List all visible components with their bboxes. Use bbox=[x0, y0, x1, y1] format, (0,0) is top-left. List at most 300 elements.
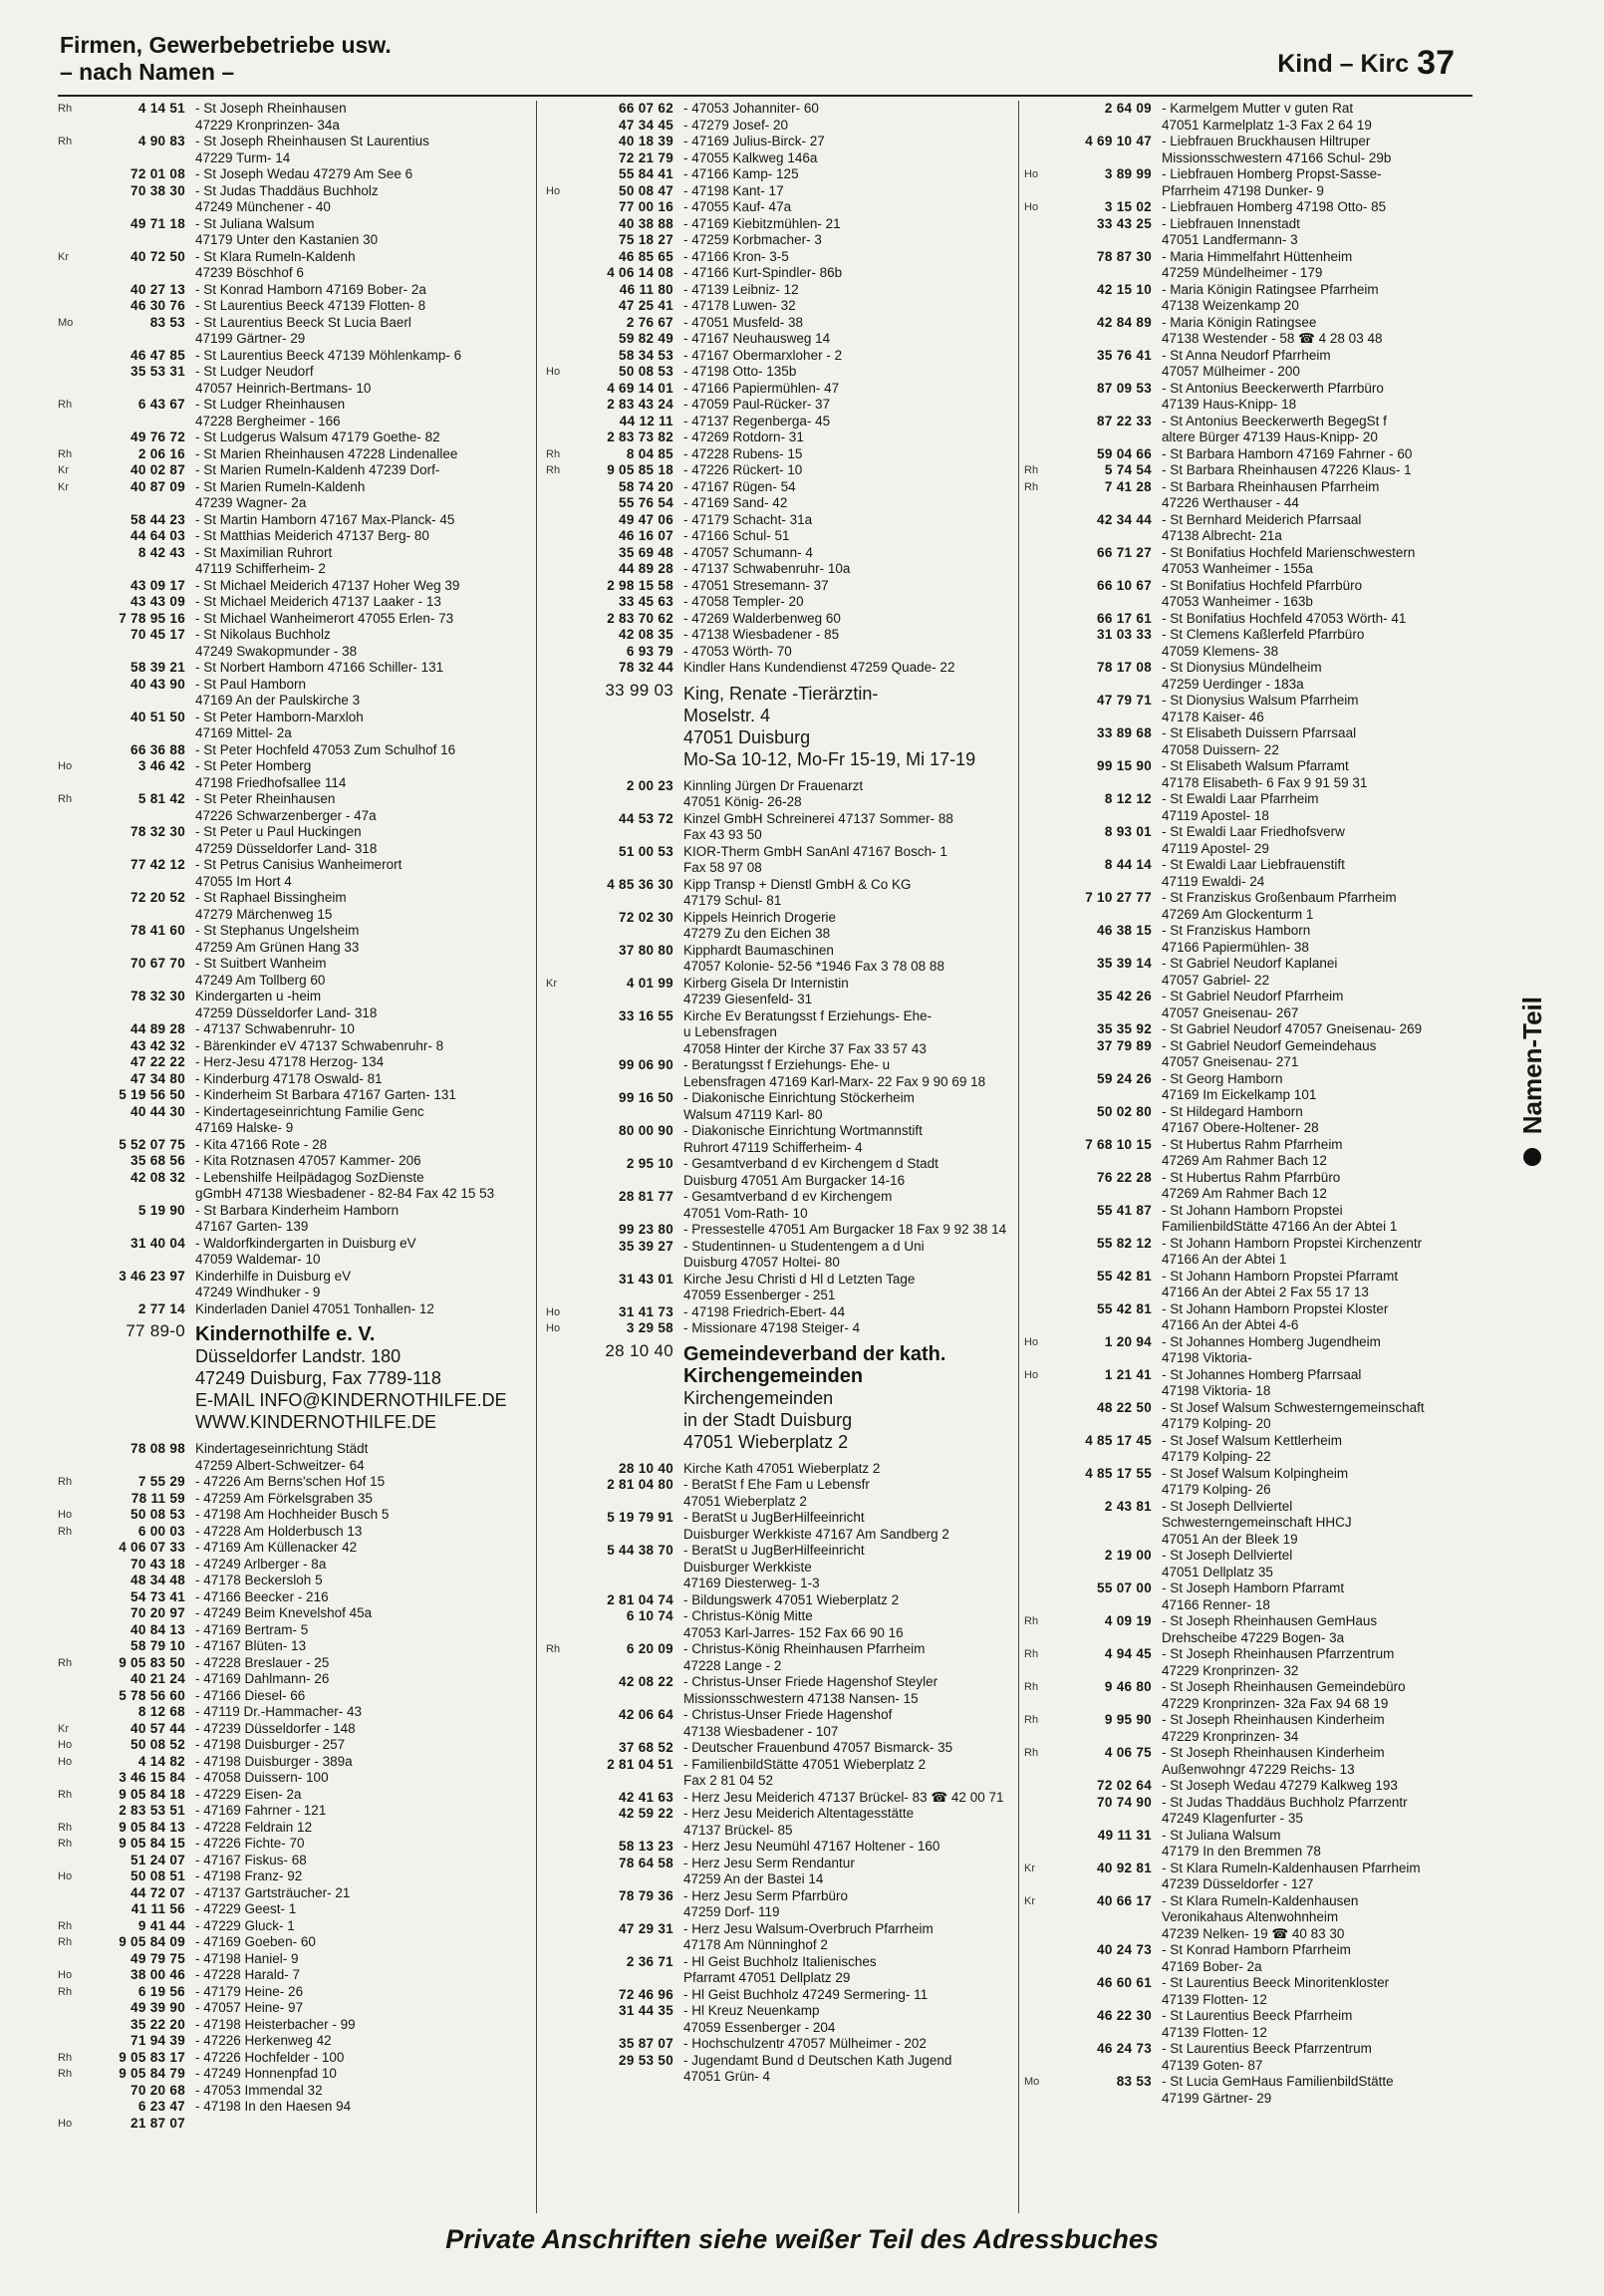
entry-text: - 47198 Duisburger - 389a bbox=[195, 1753, 353, 1769]
entry-text: - St Juliana Walsum 47179 Unter den Kastanien 30 bbox=[195, 215, 379, 247]
directory-entry bbox=[58, 1203, 526, 1236]
directory-entry bbox=[58, 677, 526, 710]
directory-entry bbox=[1024, 1367, 1492, 1400]
phone-number: 9 05 83 17 bbox=[119, 2049, 185, 2065]
directory-entry bbox=[1024, 1021, 1492, 1038]
entry-text: - 47137 Regenberga- 45 bbox=[683, 413, 831, 429]
phone-number: 33 16 55 bbox=[619, 1007, 673, 1023]
entry-text: - 47179 Heine- 26 bbox=[195, 1983, 304, 1999]
phone-number: 46 24 73 bbox=[1097, 2041, 1152, 2056]
entry-text: - St Barbara Rheinhausen 47226 Klaus- 1 bbox=[1162, 462, 1412, 477]
district-code: Rh bbox=[58, 1985, 73, 1998]
directory-entry bbox=[546, 611, 1014, 628]
phone-number: 42 34 44 bbox=[1097, 511, 1152, 527]
entry-text: - 47138 Wiesbadener - 85 bbox=[683, 627, 840, 642]
phone-number: 35 22 20 bbox=[131, 2016, 185, 2032]
directory-entry bbox=[546, 397, 1014, 414]
phone-number: 31 03 33 bbox=[1097, 627, 1152, 642]
district-code: Rh bbox=[58, 2068, 73, 2080]
entry-text: - Missionare 47198 Steiger- 4 bbox=[683, 1320, 861, 1335]
directory-entry bbox=[1024, 1828, 1492, 1861]
phone-number: 6 43 67 bbox=[137, 397, 185, 412]
entry-text: - 47119 Dr.-Hammacher- 43 bbox=[195, 1704, 363, 1719]
directory-entry bbox=[58, 2050, 526, 2067]
phone-number: 4 69 10 47 bbox=[1085, 134, 1152, 148]
entry-text: - Herz-Jesu 47178 Herzog- 134 bbox=[195, 1054, 385, 1069]
phone-number: 42 08 35 bbox=[619, 627, 673, 642]
directory-entry bbox=[58, 578, 526, 595]
directory-entry bbox=[58, 512, 526, 529]
directory-entry bbox=[1024, 462, 1492, 479]
directory-entry bbox=[546, 118, 1014, 135]
directory-entry bbox=[58, 758, 526, 791]
phone-number: 9 46 80 bbox=[1104, 1679, 1152, 1694]
directory-entry bbox=[546, 910, 1014, 943]
phone-number: 7 55 29 bbox=[137, 1474, 185, 1489]
district-code: Rh bbox=[58, 1919, 73, 1932]
phone-number: 3 46 15 84 bbox=[119, 1770, 185, 1785]
directory-entry bbox=[58, 2099, 526, 2116]
phone-number: 47 34 80 bbox=[131, 1070, 185, 1086]
district-code: Ho bbox=[58, 760, 73, 772]
phone-number: 66 36 88 bbox=[131, 741, 185, 757]
directory-entry bbox=[546, 1320, 1014, 1337]
phone-number: 58 13 23 bbox=[619, 1839, 673, 1854]
phone-number: 31 41 73 bbox=[619, 1303, 673, 1319]
entry-text: - Kita Rotznasen 47057 Kammer- 206 bbox=[195, 1153, 421, 1168]
directory-entry bbox=[546, 150, 1014, 167]
entry-address: Düsseldorfer Landstr. 180 47249 Duisburg, Fax 7789-118 E-MAIL INFO@KINDERNOTHILFE.DE WWW.KINDERNOTHILFE.DE bbox=[195, 1346, 507, 1432]
directory-entry bbox=[546, 199, 1014, 216]
entry-text: - 47226 Herkenweg 42 bbox=[195, 2033, 332, 2048]
entry-text: - 47259 Am Förkelsgraben 35 bbox=[195, 1490, 373, 1506]
directory-entry bbox=[546, 298, 1014, 315]
entry-text: KIOR-Therm GmbH SanAnl 47167 Bosch- 1 Fax 58 97 08 bbox=[683, 843, 947, 875]
entry-text: - Maria Königin Ratingsee 47138 Westender - 58 ☎ 4 28 03 48 bbox=[1162, 314, 1383, 346]
directory-entry bbox=[58, 315, 526, 348]
phone-number: 55 41 87 bbox=[1097, 1202, 1152, 1218]
entry-text: - 47228 Harald- 7 bbox=[195, 1967, 301, 1982]
entry-text: - 47178 Luwen- 32 bbox=[683, 298, 796, 313]
directory-entry bbox=[58, 2017, 526, 2034]
entry-text: - St Judas Thaddäus Buchholz Pfarrzentr 47249 Klagenfurter - 35 bbox=[1162, 1794, 1408, 1826]
phone-number: 3 15 02 bbox=[1104, 199, 1152, 214]
entry-text: - BeratSt u JugBerHilfeeinricht Duisburger Werkkiste 47169 Diesterweg- 1-3 bbox=[683, 1543, 865, 1590]
entry-text: - 47169 Goeben- 60 bbox=[195, 1934, 316, 1949]
district-code: Ho bbox=[546, 1322, 561, 1334]
entry-text: - Kinderburg 47178 Oswald- 81 bbox=[195, 1070, 383, 1086]
entry-text: - St Barbara Hamborn 47169 Fahrner - 60 bbox=[1162, 445, 1413, 461]
district-code: Rh bbox=[58, 1788, 73, 1801]
phone-number: 51 24 07 bbox=[131, 1852, 185, 1867]
directory-entry bbox=[58, 1491, 526, 1508]
directory-entry bbox=[58, 462, 526, 479]
entry-text: - 47169 Dahlmann- 26 bbox=[195, 1671, 330, 1686]
phone-number: 4 90 83 bbox=[137, 134, 185, 148]
phone-number: 50 08 53 bbox=[619, 364, 673, 379]
phone-number: 40 66 17 bbox=[1097, 1892, 1152, 1908]
entry-text: - St Laurentius Beeck Minoritenkloster 47139 Flotten- 12 bbox=[1162, 1975, 1390, 2007]
directory-entry bbox=[1024, 134, 1492, 166]
phone-number: 33 89 68 bbox=[1097, 725, 1152, 740]
directory-entry bbox=[546, 1954, 1014, 1987]
phone-number: 33 43 25 bbox=[1097, 215, 1152, 231]
entry-text: - 47249 Arlberger - 8a bbox=[195, 1556, 327, 1572]
section-title-line1: Firmen, Gewerbebetriebe usw. bbox=[60, 32, 392, 58]
entry-text: - 47169 Julius-Birck- 27 bbox=[683, 134, 825, 148]
entry-text: - 47053 Wörth- 70 bbox=[683, 643, 792, 659]
phone-number: 46 30 76 bbox=[131, 298, 185, 313]
entry-text: - St Peter Hochfeld 47053 Zum Schulhof 16 bbox=[195, 741, 456, 757]
phone-number: 72 02 64 bbox=[1097, 1778, 1152, 1793]
entry-text: - St Joseph Dellviertel Schwesterngemeinschaft HHCJ 47051 An der Bleek 19 bbox=[1162, 1498, 1352, 1547]
district-code: Rh bbox=[1024, 1615, 1039, 1627]
entry-text: - St Raphael Bissingheim 47279 Märchenweg 15 bbox=[195, 890, 347, 922]
entry-text: - 47166 Diesel- 66 bbox=[195, 1687, 306, 1703]
page-range-header bbox=[1277, 44, 1455, 83]
district-code: Mo bbox=[58, 316, 74, 329]
directory-entry bbox=[1024, 199, 1492, 216]
phone-number: 70 43 18 bbox=[131, 1556, 185, 1572]
entry-text: - St Klara Rumeln-Kaldenhausen Veronikahaus Altenwohnheim 47239 Nelken- 19 ☎ 40 83 30 bbox=[1162, 1892, 1359, 1941]
directory-entry bbox=[546, 660, 1014, 677]
entry-text: - Beratungsst f Erziehungs- Ehe- u Lebensfragen 47169 Karl-Marx- 22 Fax 9 90 69 18 bbox=[683, 1057, 986, 1089]
phone-number: 44 53 72 bbox=[619, 810, 673, 826]
entry-text: - Hl Geist Buchholz Italienisches Pfarramt 47051 Dellplatz 29 bbox=[683, 1953, 877, 1985]
phone-number: 2 00 23 bbox=[626, 777, 673, 793]
directory-entry bbox=[58, 1638, 526, 1655]
phone-number: 49 47 06 bbox=[619, 511, 673, 527]
directory-entry bbox=[1024, 1861, 1492, 1893]
directory-entry bbox=[1024, 1942, 1492, 1975]
entry-text: - St Ludger Neudorf 47057 Heinrich-Bertmans- 10 bbox=[195, 364, 372, 396]
entry-text: Kinderhilfe in Duisburg eV 47249 Windhuker - 9 bbox=[195, 1268, 352, 1299]
entry-text: - St Martin Hamborn 47167 Max-Planck- 45 bbox=[195, 511, 455, 527]
directory-entry bbox=[546, 943, 1014, 976]
phone-number: 8 42 43 bbox=[137, 544, 185, 560]
directory-entry bbox=[546, 1888, 1014, 1921]
directory-entry bbox=[58, 956, 526, 989]
directory-entry bbox=[1024, 1170, 1492, 1203]
phone-number: 55 42 81 bbox=[1097, 1268, 1152, 1284]
entry-text: - 47198 Haniel- 9 bbox=[195, 1950, 299, 1966]
entry-text: - St Franziskus Großenbaum Pfarrheim 47269 Am Glockenturm 1 bbox=[1162, 890, 1397, 922]
directory-entry bbox=[546, 1057, 1014, 1090]
entry-text: - St Johann Hamborn Propstei Kloster 47166 An der Abtei 4-6 bbox=[1162, 1300, 1389, 1332]
directory-entry bbox=[1024, 282, 1492, 315]
directory-entry bbox=[546, 1674, 1014, 1707]
phone-number: 9 95 90 bbox=[1104, 1712, 1152, 1727]
phone-number: 87 22 33 bbox=[1097, 413, 1152, 429]
entry-text: - Jugendamt Bund d Deutschen Kath Jugend 47051 Grün- 4 bbox=[683, 2052, 952, 2084]
phone-number: 72 01 08 bbox=[131, 166, 185, 181]
phone-number: 28 10 40 bbox=[605, 1340, 673, 1360]
phone-number: 55 42 81 bbox=[1097, 1300, 1152, 1316]
directory-entry bbox=[546, 594, 1014, 611]
column-1 bbox=[58, 101, 526, 2213]
directory-entry bbox=[1024, 1580, 1492, 1613]
phone-number: 70 20 68 bbox=[131, 2082, 185, 2098]
entry-text: - St Norbert Hamborn 47166 Schiller- 131 bbox=[195, 660, 444, 675]
phone-number: 55 84 41 bbox=[619, 166, 673, 181]
entry-text: - St Nikolaus Buchholz 47249 Swakopmunder - 38 bbox=[195, 627, 358, 659]
phone-number: 38 00 46 bbox=[131, 1967, 185, 1982]
column-2 bbox=[546, 101, 1014, 2213]
entry-text: - St Georg Hamborn 47169 Im Eickelkamp 101 bbox=[1162, 1070, 1317, 1102]
entry-text: - 47198 Kant- 17 bbox=[683, 182, 784, 198]
directory-entry bbox=[1024, 1613, 1492, 1646]
entry-text: - St Joseph Rheinhausen Gemeindebüro 47229 Kronprinzen- 32a Fax 94 68 19 bbox=[1162, 1679, 1406, 1711]
entry-text: - St Dionysius Walsum Pfarrheim 47178 Kaiser- 46 bbox=[1162, 693, 1359, 724]
phone-number: 83 53 bbox=[149, 314, 185, 330]
directory-entry bbox=[58, 1589, 526, 1606]
district-code: Rh bbox=[58, 447, 73, 460]
phone-number: 40 27 13 bbox=[131, 281, 185, 297]
phone-number: 2 83 73 82 bbox=[607, 430, 673, 444]
entry-text: - 47053 Johanniter- 60 bbox=[683, 101, 819, 116]
entry-text: - 47226 Rückert- 10 bbox=[683, 462, 803, 477]
directory-entry bbox=[1024, 1795, 1492, 1828]
phone-number: 31 43 01 bbox=[619, 1271, 673, 1287]
directory-entry bbox=[546, 1123, 1014, 1156]
phone-number: 3 46 42 bbox=[137, 758, 185, 773]
entry-text: - St Barbara Kinderheim Hamborn 47167 Garten- 139 bbox=[195, 1202, 400, 1234]
entry-text: Kirche Ev Beratungsst f Erziehungs- Ehe- u Lebensfragen 47058 Hinter der Kirche 37 Fax 33 57 43 bbox=[683, 1007, 933, 1056]
phone-number: 42 59 22 bbox=[619, 1806, 673, 1821]
phone-number: 4 14 82 bbox=[137, 1753, 185, 1769]
phone-number: 8 12 68 bbox=[137, 1704, 185, 1719]
column-3 bbox=[1024, 101, 1492, 2213]
phone-number: 71 94 39 bbox=[131, 2033, 185, 2048]
phone-number: 7 68 10 15 bbox=[1085, 1136, 1152, 1152]
phone-number: 7 41 28 bbox=[1104, 478, 1152, 494]
directory-entry bbox=[1024, 101, 1492, 134]
entry-text: - St Michael Meiderich 47137 Hoher Weg 39 bbox=[195, 577, 460, 593]
district-code: Ho bbox=[546, 184, 561, 197]
district-code: Rh bbox=[58, 1936, 73, 1948]
entry-text: - St Konrad Hamborn Pfarrheim 47169 Bober- 2a bbox=[1162, 1942, 1351, 1974]
phone-number: 99 16 50 bbox=[619, 1090, 673, 1105]
entry-text: - St Joseph Dellviertel 47051 Dellplatz 35 bbox=[1162, 1548, 1293, 1579]
phone-number: 9 05 85 18 bbox=[607, 462, 673, 477]
phone-number: 35 87 07 bbox=[619, 2036, 673, 2051]
phone-number: 40 43 90 bbox=[131, 676, 185, 692]
phone-number: 78 79 36 bbox=[619, 1887, 673, 1903]
entry-text: - St Laurentius Beeck 47139 Flotten- 8 bbox=[195, 298, 426, 313]
directory-entry bbox=[58, 1441, 526, 1474]
directory-entry bbox=[58, 364, 526, 397]
phone-number: 8 93 01 bbox=[1104, 824, 1152, 839]
directory-entry bbox=[58, 1885, 526, 1902]
phone-number: 35 39 27 bbox=[619, 1238, 673, 1254]
directory-entry bbox=[546, 1806, 1014, 1839]
directory-entry bbox=[58, 2066, 526, 2083]
entry-text: - 47169 Am Küllenacker 42 bbox=[195, 1540, 358, 1555]
phone-number: 9 05 84 15 bbox=[119, 1836, 185, 1851]
phone-number: 2 06 16 bbox=[137, 445, 185, 461]
entry-text: - 47057 Schumann- 4 bbox=[683, 544, 813, 560]
phone-number: 47 29 31 bbox=[619, 1920, 673, 1936]
directory-entry bbox=[546, 446, 1014, 463]
directory-entry bbox=[546, 101, 1014, 118]
phone-number: 5 19 56 50 bbox=[119, 1087, 185, 1102]
directory-entry bbox=[546, 561, 1014, 578]
directory-entry bbox=[58, 1507, 526, 1524]
district-code: Rh bbox=[58, 2051, 73, 2064]
entry-text: - 47058 Templer- 20 bbox=[683, 594, 804, 609]
entry-text: - St Laurentius Beeck Pfarrheim 47139 Flotten- 12 bbox=[1162, 2008, 1353, 2040]
entry-text: Kipphardt Baumaschinen 47057 Kolonie- 52-56 *1946 Fax 3 78 08 88 bbox=[683, 942, 944, 974]
section-header bbox=[60, 32, 392, 86]
phone-number: 42 15 10 bbox=[1097, 281, 1152, 297]
district-code: Ho bbox=[1024, 1335, 1039, 1348]
phone-number: 3 29 58 bbox=[626, 1320, 673, 1335]
directory-entry bbox=[58, 2033, 526, 2050]
entry-text: - 47166 Schul- 51 bbox=[683, 528, 790, 543]
directory-entry bbox=[58, 1688, 526, 1705]
entry-text: Kirche Kath 47051 Wieberplatz 2 bbox=[683, 1460, 881, 1476]
phone-number: 35 42 26 bbox=[1097, 989, 1152, 1004]
entry-text: - St Johann Hamborn Propstei Kirchenzentr 47166 An der Abtei 1 bbox=[1162, 1235, 1423, 1267]
entry-text: - St Hildegard Hamborn 47167 Obere-Holtener- 28 bbox=[1162, 1103, 1319, 1135]
phone-number: 40 72 50 bbox=[131, 248, 185, 264]
entry-text bbox=[185, 1323, 526, 1433]
directory-entry bbox=[58, 1918, 526, 1935]
directory-entry bbox=[58, 1754, 526, 1771]
directory-entry bbox=[546, 166, 1014, 183]
entry-text: - St Joseph Hamborn Pfarramt 47166 Renner- 18 bbox=[1162, 1580, 1345, 1612]
directory-entry bbox=[1024, 857, 1492, 890]
entry-text: - 47198 In den Haesen 94 bbox=[195, 2099, 352, 2114]
district-code: Kr bbox=[58, 464, 69, 476]
directory-entry bbox=[58, 1170, 526, 1203]
directory-entry bbox=[1024, 1104, 1492, 1137]
district-code: Rh bbox=[1024, 1714, 1039, 1726]
phone-number: 5 74 54 bbox=[1104, 462, 1152, 477]
entry-text: - Kinderheim St Barbara 47167 Garten- 131 bbox=[195, 1087, 456, 1102]
entry-text: - 47169 Fahrner - 121 bbox=[195, 1803, 327, 1818]
entry-text: - Kita 47166 Rote - 28 bbox=[195, 1136, 328, 1152]
directory-entry bbox=[58, 249, 526, 282]
phone-number: 35 53 31 bbox=[131, 364, 185, 379]
phone-number: 2 19 00 bbox=[1104, 1548, 1152, 1563]
directory-entry bbox=[58, 1984, 526, 2001]
district-code: Rh bbox=[58, 1525, 73, 1538]
entry-text: - 47239 Düsseldorfer - 148 bbox=[195, 1720, 356, 1736]
phone-number: 78 08 98 bbox=[131, 1441, 185, 1456]
directory-entry bbox=[546, 1592, 1014, 1609]
entry-text: - St Joseph Wedau 47279 Kalkweg 193 bbox=[1162, 1778, 1398, 1793]
entry-text: - St Barbara Rheinhausen Pfarrheim 47226 Werthauser - 44 bbox=[1162, 478, 1380, 510]
directory-entry bbox=[546, 1189, 1014, 1222]
entry-text: - 47167 Rügen- 54 bbox=[683, 478, 796, 494]
entry-text: - St Maximilian Ruhrort 47119 Schifferheim- 2 bbox=[195, 544, 333, 576]
directory-entry bbox=[546, 1707, 1014, 1740]
phone-number: 4 69 14 01 bbox=[607, 380, 673, 396]
directory-entry bbox=[58, 1853, 526, 1869]
directory-entry bbox=[546, 811, 1014, 844]
district-code: Kr bbox=[58, 480, 69, 493]
entry-text: - 47229 Geest- 1 bbox=[195, 1901, 297, 1916]
entry-text: - Deutscher Frauenbund 47057 Bismarck- 35 bbox=[683, 1740, 953, 1755]
district-code: Kr bbox=[58, 1722, 69, 1735]
phone-number: 78 64 58 bbox=[619, 1855, 673, 1870]
entry-text: - 47051 Musfeld- 38 bbox=[683, 314, 804, 330]
directory-entry bbox=[1024, 166, 1492, 199]
phone-number: 58 44 23 bbox=[131, 511, 185, 527]
district-code: Mo bbox=[1024, 2076, 1040, 2088]
entry-text: - St Joseph Rheinhausen Kinderheim 47229 Kronprinzen- 34 bbox=[1162, 1712, 1385, 1744]
directory-entry bbox=[546, 844, 1014, 877]
phone-number: 47 79 71 bbox=[1097, 693, 1152, 708]
phone-number: 78 17 08 bbox=[1097, 660, 1152, 675]
directory-entry bbox=[1024, 1548, 1492, 1580]
directory-entry bbox=[1024, 1893, 1492, 1943]
entry-text: - 47229 Eisen- 2a bbox=[195, 1786, 302, 1802]
section-side-label: Namen-Teil bbox=[1516, 997, 1547, 1135]
phone-number: 2 83 43 24 bbox=[607, 397, 673, 412]
directory-entry bbox=[58, 1054, 526, 1071]
district-code: Rh bbox=[1024, 1648, 1039, 1660]
phone-number: 70 38 30 bbox=[131, 182, 185, 198]
phone-number: 58 39 21 bbox=[131, 660, 185, 675]
directory-entry bbox=[1024, 1203, 1492, 1236]
phone-number: 50 08 52 bbox=[131, 1737, 185, 1752]
entry-text: - Liebfrauen Bruckhausen Hiltruper Missionsschwestern 47166 Schul- 29b bbox=[1162, 134, 1392, 165]
phone-number: 58 79 10 bbox=[131, 1638, 185, 1653]
entry-text: Kippels Heinrich Drogerie 47279 Zu den Eichen 38 bbox=[683, 909, 837, 941]
directory-entry bbox=[58, 1934, 526, 1951]
district-code: Ho bbox=[58, 1969, 73, 1981]
directory-entry bbox=[546, 1757, 1014, 1790]
phone-number: 46 47 85 bbox=[131, 347, 185, 363]
district-code: Rh bbox=[58, 793, 73, 805]
directory-entry bbox=[58, 989, 526, 1021]
directory-entry bbox=[58, 183, 526, 216]
directory-entry bbox=[546, 1987, 1014, 2004]
directory-entry bbox=[1024, 725, 1492, 758]
entry-text: - St Joseph Rheinhausen GemHaus Drehscheibe 47229 Bogen- 3a bbox=[1162, 1613, 1378, 1645]
entry-text: Kindertageseinrichtung Städt 47259 Albert-Schweitzer- 64 bbox=[195, 1441, 369, 1473]
phone-number: 4 06 07 33 bbox=[119, 1540, 185, 1555]
directory-entry bbox=[1024, 315, 1492, 348]
phone-number: 44 89 28 bbox=[131, 1021, 185, 1036]
directory-entry bbox=[58, 1770, 526, 1787]
directory-entry bbox=[1024, 1679, 1492, 1712]
entry-text: - 47166 Beecker - 216 bbox=[195, 1588, 329, 1604]
entry-text: - St Anna Neudorf Pfarrheim 47057 Mülheimer - 200 bbox=[1162, 347, 1331, 379]
phone-number: 43 09 17 bbox=[131, 577, 185, 593]
directory-entry bbox=[58, 528, 526, 545]
entry-text: - St Bonifatius Hochfeld 47053 Wörth- 41 bbox=[1162, 610, 1407, 626]
directory-entry bbox=[1024, 890, 1492, 923]
phone-number: 37 79 89 bbox=[1097, 1037, 1152, 1053]
phone-number: 47 34 45 bbox=[619, 117, 673, 133]
district-code: Ho bbox=[1024, 201, 1039, 213]
phone-number: 42 41 63 bbox=[619, 1789, 673, 1805]
entry-text: - St Laurentius Beeck Pfarrzentrum 47139 Goten- 87 bbox=[1162, 2041, 1372, 2073]
phone-number: 3 46 23 97 bbox=[119, 1268, 185, 1284]
entry-text: - Gesamtverband d ev Kirchengem 47051 Vom-Rath- 10 bbox=[683, 1189, 893, 1221]
phone-number: 42 08 32 bbox=[131, 1169, 185, 1185]
phone-number: 8 04 85 bbox=[626, 445, 673, 461]
directory-entry bbox=[546, 1790, 1014, 1807]
phone-number: 6 20 09 bbox=[626, 1641, 673, 1656]
directory-entry bbox=[546, 2036, 1014, 2053]
phone-number: 40 57 44 bbox=[131, 1720, 185, 1736]
entry-text: - 47166 Kron- 3-5 bbox=[683, 248, 789, 264]
entry-text: - St Ewaldi Laar Liebfrauenstift 47119 Ewaldi- 24 bbox=[1162, 857, 1345, 889]
